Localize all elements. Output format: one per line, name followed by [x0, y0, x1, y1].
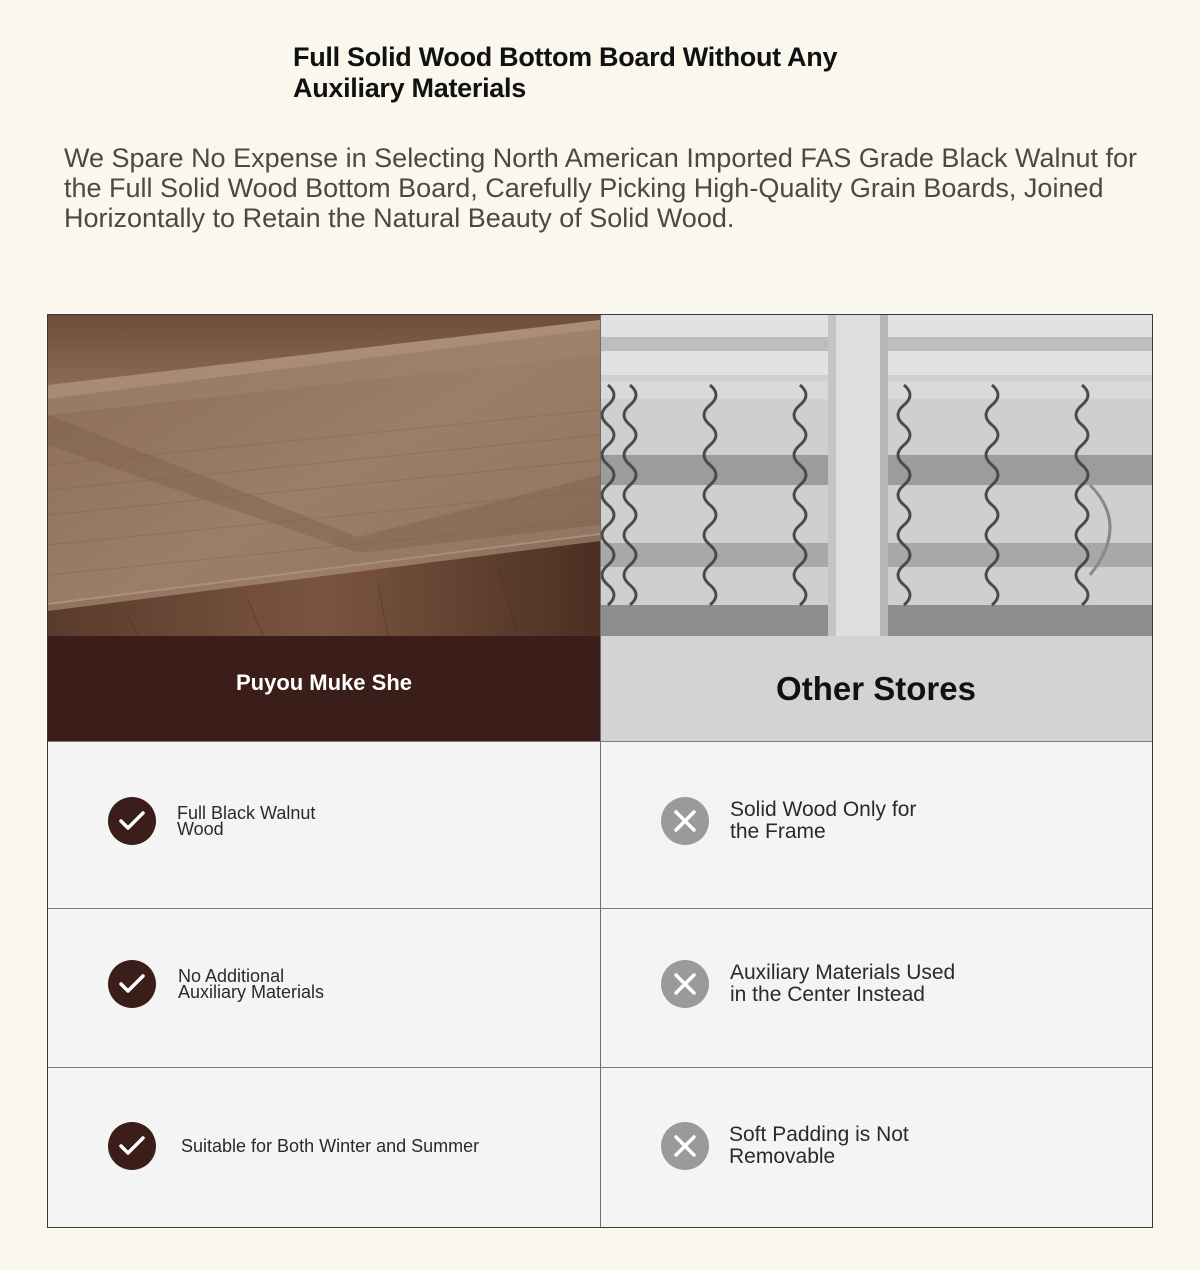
walnut-board-photo [48, 315, 600, 636]
row-divider [48, 908, 1153, 909]
brand-feature-text: Suitable for Both Winter and Summer [181, 1136, 480, 1156]
other-feature-text: Solid Wood Only for the Frame [730, 798, 917, 843]
row-divider [48, 1067, 1153, 1068]
x-icon [661, 960, 709, 1008]
spring-frame-photo [600, 315, 1152, 636]
page-description: We Spare No Expense in Selecting North American Imported FAS Grade Black Walnut for the Full Solid Wood Bottom Board, Carefully Picking High-Quality Grain Boards, Joined Horizontally to Retain the Natural Beauty of Solid Wood. [64, 143, 1137, 233]
check-icon [108, 1122, 156, 1170]
page-title: Full Solid Wood Bottom Board Without Any Auxiliary Materials [293, 42, 838, 103]
brand-header [48, 636, 600, 741]
check-icon [108, 797, 156, 845]
brand-feature-text: Full Black Walnut Wood [177, 803, 316, 839]
other-feature-3 [661, 1122, 909, 1170]
comparison-table [47, 314, 1153, 1228]
row-divider [48, 741, 1153, 742]
brand-feature-2 [108, 960, 324, 1008]
other-stores-header-label: Other Stores [776, 669, 976, 707]
x-icon [661, 797, 709, 845]
column-divider [600, 315, 601, 1228]
brand-feature-text: No Additional Auxiliary Materials [178, 966, 325, 1002]
other-feature-text: Auxiliary Materials Used in the Center Instead [730, 961, 956, 1006]
x-icon [661, 1122, 709, 1170]
brand-header-label: Puyou Muke She [235, 669, 413, 695]
brand-feature-1 [108, 797, 315, 845]
check-icon [108, 960, 156, 1008]
other-feature-text: Soft Padding is Not Removable [729, 1123, 909, 1168]
other-feature-2 [661, 960, 955, 1008]
other-stores-header [600, 636, 1152, 741]
brand-feature-3 [108, 1122, 479, 1170]
other-feature-1 [661, 797, 916, 845]
